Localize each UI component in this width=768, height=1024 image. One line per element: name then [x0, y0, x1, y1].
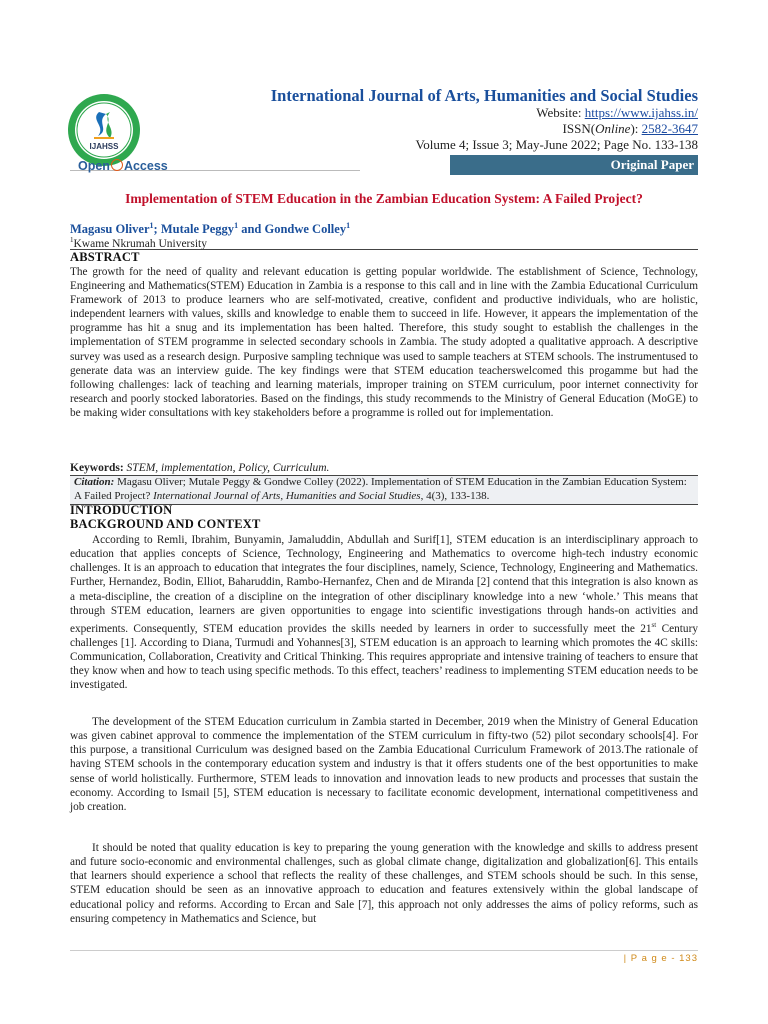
author-list	[70, 221, 350, 237]
author-3-sup: 1	[346, 221, 351, 230]
author-sep-2: and	[238, 222, 265, 237]
background-heading: BACKGROUND AND CONTEXT	[70, 517, 261, 531]
abstract-heading: ABSTRACT	[70, 250, 140, 264]
volume-line: Volume 4; Issue 3; May-June 2022; Page No. 133-138	[415, 137, 698, 152]
issn-line	[300, 121, 698, 137]
citation-label: Citation:	[74, 476, 115, 488]
website-label: Website:	[536, 105, 585, 120]
footer-rule	[70, 950, 698, 951]
paragraph-1-a: According to Remli, Ibrahim, Bunyamin, Jamaluddin, Abdullah and Surif[1], STEM education is an interdisciplinary approach to education that applies concepts of Science, Technology, Engineering and Mathematics to overcome high-tech industry economic challenges. It is an approach to education that integrates the four disciplines, namely, Science, Technology, Engineering and Mathematics. Further, Hernandez, Bodin, Elliot, Baharuddin, Rambo-Hernanfez, Chen and de Miranda [2] contend that this integration is also known as a meta-discipline, the creation of a discipline on the integration of other disciplinary knowledge into a new ‘whole.’ This means that through STEM education, learners are given opportunities to engage into scientific investigations through hands-on activities and experiments. Consequently, STEM education provides the skills needed by learners in order to successfully meet the 21	[70, 534, 698, 635]
abstract-top-rule	[70, 249, 698, 250]
logo-text: IJAHSS	[89, 142, 119, 151]
abstract-text: The growth for the need of quality and relevant education is getting popular worldwide. The establishment of Science, Technology, Engineering and Mathematics(STEM) Education in Zambia is a response to this call and in line with the Zambia Educational Curriculum Framework of 2013 to produce learners who are self-motivated, creative, confident and productive individuals, who are holistic, independent learners with values, skills and knowledge to enable them to succeed in life. However, it appears the implementation of the programme has hit a snug and its implementation has been halted. Therefore, this study sought to establish the challenges in the implementation of STEM programme in selected secondary schools in Zambia. The study adopted a qualitative approach. A descriptive survey was used as a research design. Purposive sampling technique was used to sample teachers at STEM schools. The instrumentused to generate data was an interview guide. The key findings were that STEM education teacherswelcomed this progamme but had the following challenges: lack of teaching and learning materials, improper training on STEM curriculum, poor internet connectivity for research and poorly stocked laboratories. Based on the findings, this study recommends to the Ministry of General Education (MoGE) to be making wider consultations with key stakeholders before a programme is rolled out for implementation.	[70, 266, 698, 419]
keywords-text: STEM, implementation, Policy, Curriculum.	[123, 462, 330, 474]
introduction-heading: INTRODUCTION	[70, 503, 173, 517]
author-2: Mutale Peggy	[160, 222, 235, 237]
author-1: Magasu Oliver	[70, 222, 150, 237]
citation-text: Magasu Oliver; Mutale Peggy & Gondwe Colley (2022). Implementation of STEM Education in the Zambian Education System: A Failed Project?	[74, 476, 687, 502]
author-2-sup: 1	[234, 221, 239, 230]
paragraph-3: It should be noted that quality education is key to preparing the young generation with the knowledge and skills to address present and future socio-economic and environmental challenges, such as global climate change, digitalization and globalization[6]. This entails that learners should experience a school that reflects the reality of these challenges, and STEM schools should be such. In this sense, STEM education should be seen as an innovative approach to education and features extensively within the global landscape of educational policy and reforms. According to Ercan and Sale [7], this approach not only addresses the aims of policy reforms, such as ensuring competency in Mathematics and Science, but	[70, 842, 698, 925]
citation-ref: , 4(3), 133-138.	[420, 489, 490, 502]
author-3: Gondwe Colley	[264, 222, 347, 237]
issn-suffix: ):	[630, 121, 642, 136]
issn-prefix: ISSN(	[562, 121, 596, 136]
paper-title: Implementation of STEM Education in the Zambian Education System: A Failed Project?	[125, 191, 643, 206]
open-access-lock-icon	[111, 159, 123, 171]
affiliation-text: Kwame Nkrumah University	[73, 237, 207, 250]
citation-journal: International Journal of Arts, Humanities and Social Studies	[153, 489, 421, 502]
journal-title: International Journal of Arts, Humanities and Social Studies	[270, 86, 698, 105]
author-sep-1: ;	[153, 222, 161, 237]
issn-number[interactable]: 2582-3647	[641, 121, 698, 136]
paragraph-2: The development of the STEM Education curriculum in Zambia started in December, 2019 when the Ministry of General Education was given cabinet approval to commence the implementation of the STEM curriculum in fifty-two (52) pilot secondary schools[4]. For this purpose, a transitional Curriculum was designed based on the Zambia Educational Curriculum Framework of 2013.The rationale of having STEM schools in the contemporary education system and industry is that it offers students one of the best opportunities to make sense of world holistically. Furthermore, STEM leads to innovation and innovation leads to new products and processes that sustain the economy. According to Ismail [5], STEM education is necessary to facilitate economic development, international competitiveness and job creation.	[70, 716, 698, 813]
affiliation-sup: 1	[70, 236, 74, 244]
affiliation	[70, 236, 207, 250]
open-access-label	[78, 159, 168, 173]
website-line	[300, 105, 698, 121]
paragraph-1-b: Century challenges [1]. According to Diana, Turmudi and Yohannes[3], STEM education is an approach to learning which promotes the 4C skills: Communication, Collaboration, Creativity and Critical Thinking. This requires appropriate and intensive training of teachers to ensure that they know when and how to teach using specific methods. To this effect, teachers’ readiness to implementing STEM education needs to be investigated.	[70, 622, 698, 692]
paragraph-1-sup: st	[651, 620, 657, 629]
author-1-sup: 1	[149, 221, 154, 230]
keywords-label: Keywords:	[70, 462, 124, 474]
paper-type-label: Original Paper	[610, 157, 694, 172]
keywords	[70, 462, 698, 474]
issn-online: Online	[595, 121, 631, 136]
paragraph-1	[70, 533, 698, 692]
page-number: | P a g e - 133	[623, 953, 698, 964]
open-access-right: Access	[123, 159, 168, 173]
open-access-left: Open	[78, 159, 110, 173]
website-link[interactable]: https://www.ijahss.in/	[584, 105, 698, 120]
citation	[74, 476, 694, 503]
